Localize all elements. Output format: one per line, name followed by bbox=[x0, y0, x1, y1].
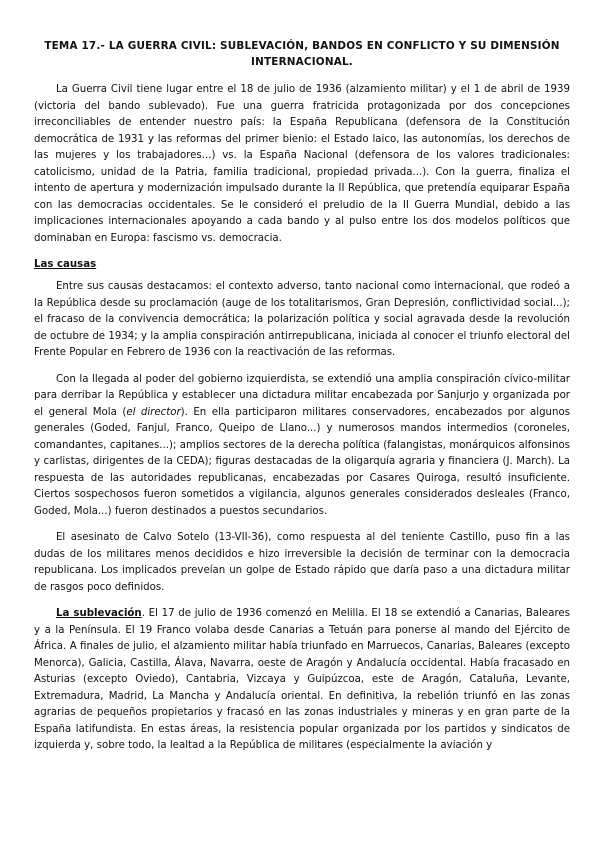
causes-paragraph-2-start: Con la llegada al poder del gobierno izquierdista, se extendió una amplia conspiración cívico-militar para derribar la República y establecer una dictadura militar encabezada por Sanjurjo y organizada por el general Mola ( bbox=[34, 373, 570, 418]
causes-paragraph-2 bbox=[34, 372, 570, 521]
uprising-text: . El 17 de julio de 1936 comenzó en Melilla. El 18 se extendió a Canarias, Baleares y a la Península. El 19 Franco volaba desde Canarias a Tetuán para ponerse al mando del Ejército de África. A finales de julio, el alzamiento militar había triunfado en Marruecos, Canarias, Baleares (excepto Menorca), Galicia, Castilla, Álava, Navarra, oeste de Aragón y Andalucía occidental. Había fracasado en Asturias (excepto Oviedo), Cantabria, Vizcaya y Guipúzcoa, este de Aragón, Cataluña, Levante, Extremadura, Madrid, La Mancha y Andalucía oriental. En definitiva, la rebelión triunfó en las zonas agrarias de pequeños propietarios y fracasó en las zonas industriales y mineras y en gran parte de la España latifundista. En estas áreas, la resistencia popular organizada por los partidos y sindicatos de izquierda y, sobre todo, la lealtad a la República de militares (especialmente la aviación y bbox=[34, 608, 570, 751]
causes-paragraph-3: El asesinato de Calvo Sotelo (13-VII-36), como respuesta al del teniente Castillo, puso fin a las dudas de los militares menos decididos e hizo irreversible la decisión de terminar con la democracia republicana. Los implicados preveían un golpe de Estado rápido que daría paso a una dictadura militar de rasgos poco definidos. bbox=[34, 532, 570, 593]
uprising-heading: La sublevación bbox=[56, 608, 142, 619]
el-director-emphasis: el director bbox=[126, 406, 181, 418]
causes-paragraph-1: Entre sus causas destacamos: el contexto adverso, tanto nacional como internacional, que rodeó a la República desde su proclamación (auge de los totalitarismos, Gran Depresión, conflictividad social...); el fracaso de la convivencia democrática; la polarización política y social agravada desde la revolución de octubre de 1934; y la amplia conspiración antirrepublicana, iniciada al conocer el triunfo electoral del Frente Popular en Febrero de 1936 con la reactivación de las reformas. bbox=[34, 281, 570, 358]
uprising-paragraph bbox=[34, 606, 570, 755]
intro-paragraph: La Guerra Civil tiene lugar entre el 18 de julio de 1936 (alzamiento militar) y el 1 de abril de 1939 (victoria del bando sublevado). Fue una guerra fratricida protagonizada por dos concepciones irreconciliables de entender nuestro país: la España Republicana (defensora de la Constitución democrática de 1931 y las reformas del primer bienio: el Estado laico, las autonomías, los derechos de las mujeres y los trabajadores...) vs. la España Nacional (defensora de los valores tradicionales: catolicismo, unidad de la Patria, familia tradicional, propiedad privada...). Con la guerra, finaliza el intento de apertura y modernización impulsado durante la II República, que pretendía equiparar España con las democracias occidentales. Se le consideró el preludio de la II Guerra Mundial, debido a las implicaciones internacionales apoyando a cada bando y al pulso entre los dos modelos políticos que dominaban en Europa: fascismo vs. democracia. bbox=[34, 84, 570, 244]
causes-paragraph-2-end: ). En ella participaron militares conservadores, encabezados por algunos generales (Goded, Fanjul, Franco, Queipo de Llano...) y numerosos mandos intermedios (coroneles, comandantes, capitanes...); amplios sectores de la derecha política (falangistas, monárquicos alfonsinos y carlistas, dirigentes de la CEDA); figuras destacadas de la oligarquía agraria y financiera (J. March). La respuesta de las autoridades republicanas, encabezadas por Casares Quiroga, resultó insuficiente. Ciertos sospechosos fueron sometidos a vigilancia, algunos generales considerados desleales (Franco, Goded, Mola...) fueron destinados a puestos secundarios. bbox=[34, 406, 571, 517]
causes-heading: Las causas bbox=[34, 259, 97, 270]
document-title: TEMA 17.- LA GUERRA CIVIL: SUBLEVACIÓN, BANDOS EN CONFLICTO Y SU DIMENSIÓN INTERNACIONAL. bbox=[44, 40, 560, 68]
